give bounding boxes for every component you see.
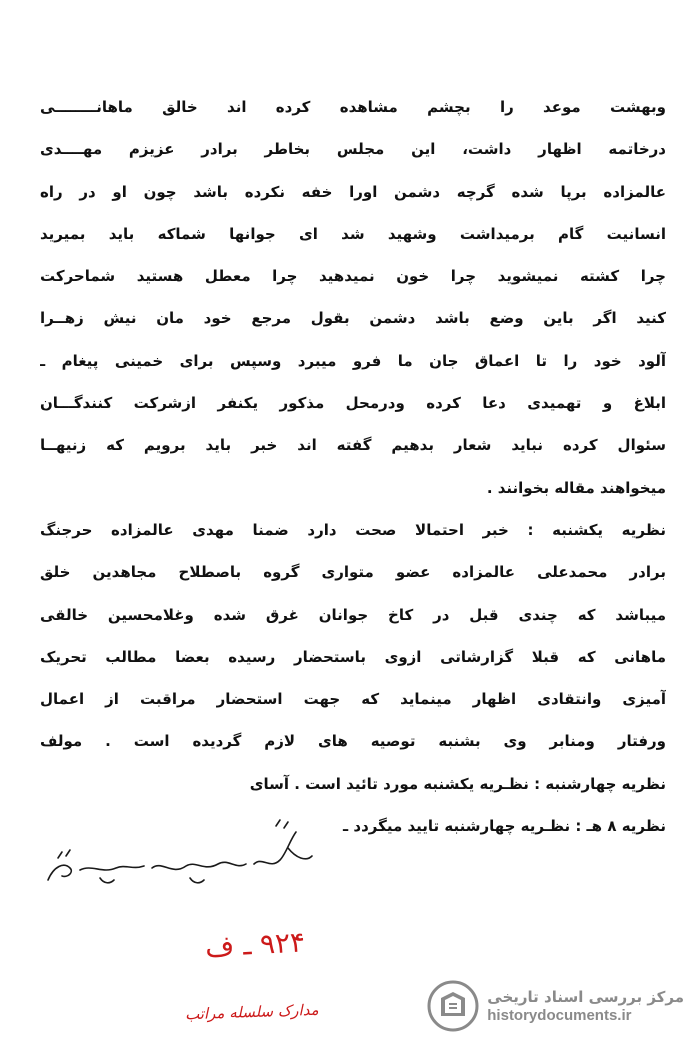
reference-number: ۹۲۴ ـ ف <box>204 925 306 964</box>
document-line: کنید اگر باین وضع باشد دشمن بقول مرجع خود مان نیش زهــرا <box>40 309 666 328</box>
document-line: نظریه چهارشنبه : نظـریه یکشنبه مورد تائید است . آسای <box>249 774 666 793</box>
watermark <box>427 980 684 1032</box>
handwritten-signature <box>40 818 320 900</box>
document-line: میخواهند مقاله بخوانند . <box>486 478 666 497</box>
archive-logo-icon <box>427 980 479 1032</box>
bottom-note: مدارک سلسله مراتب <box>184 1000 319 1024</box>
document-line: عالمزاده برپا شده گرچه دشمن اورا خفه نکرده باشد چون او در راه <box>40 182 666 201</box>
document-line: برادر محمدعلی عالمزاده عضو متواری گروه باصطلاح مجاهدین خلق <box>40 563 666 582</box>
document-line: درخاتمه اظهار داشت، این مجلس بخاطر برادر عزیزم مهــــدی <box>40 140 666 159</box>
document-line: انسانیت گام برمیداشت وشهید شد ای جوانها شماکه باید بمیرید <box>40 224 666 243</box>
document-line: چرا کشته نمیشوید چرا خون نمیدهید چرا معطل هستید شماحرکت <box>40 267 666 286</box>
document-line: وبهشت موعد را بچشم مشاهده کرده اند خالق ماهانــــــــی <box>40 98 666 116</box>
document-line: میباشد که چندی قبل در کاخ جوانان غرق شده وغلامحسین خالقی <box>40 605 666 624</box>
document-line: سئوال کرده نباید شعار بدهیم گفته اند خبر باید برویم که زنیهــا <box>40 436 666 455</box>
document-line: آلود خود را تا اعماق جان ما فرو میبرد وسپس برای خمینی پیغام ـ <box>40 351 666 370</box>
document-body <box>40 86 666 847</box>
document-line: ماهانی که قبلا گزارشاتی ازوی باستحضار رسیده بعضا مطالب تحریک <box>40 647 666 666</box>
document-line: نظریه یکشنبه : خبر احتمالا صحت دارد ضمنا مهدی عالمزاده حرجنگ <box>40 520 666 539</box>
watermark-text <box>487 987 684 1025</box>
document-line: ابلاغ و تهمیدی دعا کرده ودرمحل مذکور یکنفر ازشرکت کنندگـــان <box>40 394 666 413</box>
watermark-name: مرکز بررسی اسناد تاریخی <box>487 988 684 1006</box>
document-line: نظریه ۸ هـ : نظـریه چهارشنبه تایید میگردد ـ <box>343 817 666 836</box>
document-line: ورفتار ومنابر وی بشنبه توصیه های لازم گردیده است . مولف <box>40 732 666 751</box>
watermark-url: historydocuments.ir <box>487 1007 632 1024</box>
document-line: آمیزی وانتقادی اظهار مینماید که جهت استحضار مراقبت از اعمال <box>40 690 666 709</box>
